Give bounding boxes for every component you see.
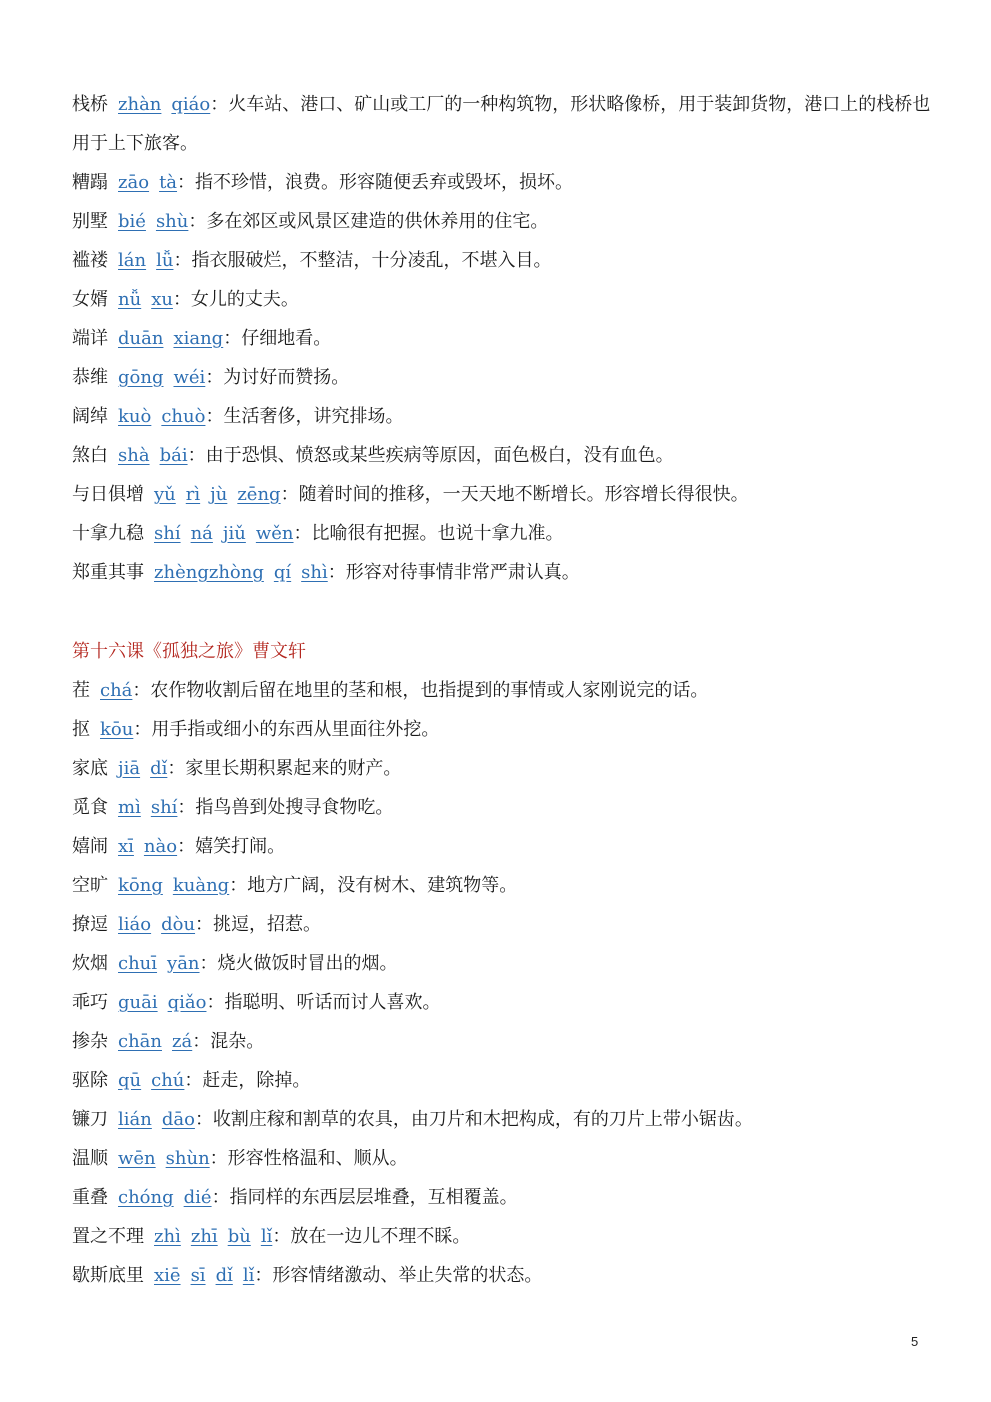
pinyin-syllable: bié <box>118 211 146 232</box>
vocab-entry <box>72 358 932 397</box>
vocab-entry <box>72 202 932 241</box>
vocab-entry <box>72 788 932 827</box>
vocab-entry <box>72 397 932 436</box>
vocab-word: 栈桥 <box>72 94 108 115</box>
pinyin-syllable: qū <box>118 1070 142 1091</box>
pinyin-syllable: lián <box>118 1109 152 1130</box>
vocab-entry <box>72 280 932 319</box>
pinyin-syllable: shùn <box>165 1148 210 1169</box>
lesson-16-section <box>72 632 932 1295</box>
vocab-list-lesson-15 <box>72 85 932 592</box>
pinyin-syllable: xiang <box>173 328 224 349</box>
pinyin-syllable: zá <box>172 1031 193 1052</box>
vocab-definition: ：家里长期积累起来的财产。 <box>167 758 402 779</box>
pinyin-syllable: chuī <box>118 953 158 974</box>
vocab-definition: ：地方广阔，没有树木、建筑物等。 <box>229 875 518 896</box>
pinyin-syllable: chóng <box>118 1187 174 1208</box>
pinyin-syllable: shà <box>118 445 150 466</box>
vocab-word: 歇斯底里 <box>72 1265 144 1286</box>
vocab-word: 温顺 <box>72 1148 108 1169</box>
vocab-word: 郑重其事 <box>72 562 144 583</box>
pinyin-syllable: wéi <box>173 367 206 388</box>
pinyin-syllable: shí <box>154 523 181 544</box>
pinyin-syllable: dāo <box>161 1109 195 1130</box>
vocab-entry <box>72 514 932 553</box>
pinyin-syllable: nǚ <box>118 289 142 310</box>
pinyin-syllable: mì <box>118 797 141 818</box>
vocab-word: 糟蹋 <box>72 172 108 193</box>
vocab-word: 觅食 <box>72 797 108 818</box>
pinyin-syllable: bù <box>227 1226 251 1247</box>
vocab-definition: ：火车站、港口、矿山或工厂的一种构筑物，形状略像桥，用于装卸货物，港口上的栈桥也用于上下旅客。 <box>72 94 931 154</box>
pinyin-syllable: xu <box>151 289 173 310</box>
vocab-definition: ：形容对待事情非常严肃认真。 <box>327 562 580 583</box>
vocab-definition: ：为讨好而赞扬。 <box>205 367 350 388</box>
vocab-word: 茬 <box>72 680 90 701</box>
pinyin-syllable: chuò <box>161 406 206 427</box>
vocab-entry <box>72 553 932 592</box>
vocab-word: 与日俱增 <box>72 484 144 505</box>
vocab-word: 镰刀 <box>72 1109 108 1130</box>
pinyin-syllable: jiǔ <box>222 523 246 544</box>
pinyin-syllable: kuò <box>118 406 152 427</box>
vocab-entry <box>72 1256 932 1295</box>
vocab-definition: ：指鸟兽到处搜寻食物吃。 <box>177 797 394 818</box>
vocab-entry <box>72 944 932 983</box>
vocab-definition: ：烧火做饭时冒出的烟。 <box>199 953 398 974</box>
vocab-definition: ：仔细地看。 <box>223 328 332 349</box>
pinyin-syllable: chá <box>100 680 133 701</box>
pinyin-syllable: zhì <box>154 1226 181 1247</box>
pinyin-syllable: qí <box>273 562 292 583</box>
pinyin-syllable: dié <box>183 1187 212 1208</box>
pinyin-syllable: jù <box>210 484 228 505</box>
pinyin-syllable: dòu <box>161 914 196 935</box>
pinyin-syllable: jiā <box>118 758 141 779</box>
pinyin-syllable: chú <box>151 1070 185 1091</box>
pinyin-syllable: xī <box>118 836 134 857</box>
vocab-word: 置之不理 <box>72 1226 144 1247</box>
vocab-word: 乖巧 <box>72 992 108 1013</box>
vocab-word: 驱除 <box>72 1070 108 1091</box>
pinyin-syllable: sī <box>190 1265 206 1286</box>
pinyin-syllable: wěn <box>255 523 294 544</box>
vocab-definition: ：赶走，除掉。 <box>184 1070 311 1091</box>
vocab-entry <box>72 905 932 944</box>
vocab-entry <box>72 436 932 475</box>
vocab-definition: ：用手指或细小的东西从里面往外挖。 <box>133 719 440 740</box>
vocab-word: 褴褛 <box>72 250 108 271</box>
vocab-entry <box>72 85 932 163</box>
pinyin-syllable: wēn <box>118 1148 156 1169</box>
pinyin-syllable: lǐ <box>260 1226 273 1247</box>
vocab-entry <box>72 1061 932 1100</box>
pinyin-syllable: zhī <box>190 1226 218 1247</box>
pinyin-syllable: chān <box>118 1031 162 1052</box>
page-number: 5 <box>911 1334 919 1349</box>
pinyin-syllable: liáo <box>118 914 152 935</box>
vocab-word: 阔绰 <box>72 406 108 427</box>
vocab-entry <box>72 827 932 866</box>
pinyin-syllable: shì <box>301 562 328 583</box>
vocab-word: 别墅 <box>72 211 108 232</box>
vocab-definition: ：嬉笑打闹。 <box>177 836 286 857</box>
vocab-word: 嬉闹 <box>72 836 108 857</box>
vocab-entry <box>72 710 932 749</box>
vocab-word: 掺杂 <box>72 1031 108 1052</box>
pinyin-syllable: bái <box>159 445 188 466</box>
pinyin-syllable: kōng <box>118 875 163 896</box>
pinyin-syllable: lǐ <box>242 1265 255 1286</box>
vocab-list-lesson-16 <box>72 671 932 1295</box>
pinyin-syllable: yǔ <box>154 484 176 505</box>
vocab-entry <box>72 866 932 905</box>
pinyin-syllable: duān <box>118 328 164 349</box>
vocab-entry <box>72 1178 932 1217</box>
vocab-definition: ：女儿的丈夫。 <box>172 289 299 310</box>
vocab-definition: ：指衣服破烂，不整洁，十分凌乱，不堪入目。 <box>173 250 552 271</box>
vocab-definition: ：多在郊区或风景区建造的供休养用的住宅。 <box>188 211 549 232</box>
pinyin-syllable: ná <box>190 523 213 544</box>
vocab-definition: ：指聪明、听话而讨人喜欢。 <box>206 992 441 1013</box>
vocab-word: 煞白 <box>72 445 108 466</box>
vocab-word: 女婿 <box>72 289 108 310</box>
lesson-heading: 第十六课《孤独之旅》曹文轩 <box>72 641 306 662</box>
pinyin-syllable: lǚ <box>156 250 174 271</box>
vocab-entry <box>72 1217 932 1256</box>
vocab-entry <box>72 1022 932 1061</box>
vocab-entry <box>72 1100 932 1139</box>
pinyin-syllable: zāo <box>118 172 150 193</box>
vocab-word: 空旷 <box>72 875 108 896</box>
vocab-entry <box>72 671 932 710</box>
pinyin-syllable: zhàn <box>118 94 162 115</box>
pinyin-syllable: dǐ <box>150 758 168 779</box>
vocab-definition: ：由于恐惧、愤怒或某些疾病等原因，面色极白，没有血色。 <box>187 445 674 466</box>
vocab-entry <box>72 241 932 280</box>
vocab-entry <box>72 983 932 1022</box>
vocab-word: 炊烟 <box>72 953 108 974</box>
vocab-definition: ：挑逗，招惹。 <box>195 914 322 935</box>
pinyin-syllable: shù <box>155 211 189 232</box>
vocab-word: 家底 <box>72 758 108 779</box>
vocab-definition: ：指不珍惜，浪费。形容随便丢弃或毁坏，损坏。 <box>177 172 574 193</box>
vocab-entry <box>72 475 932 514</box>
pinyin-syllable: kōu <box>100 719 134 740</box>
vocab-word: 端详 <box>72 328 108 349</box>
pinyin-syllable: tà <box>159 172 178 193</box>
pinyin-syllable: dǐ <box>215 1265 233 1286</box>
vocab-definition: ：随着时间的推移，一天天地不断增长。形容增长得很快。 <box>280 484 749 505</box>
pinyin-syllable: nào <box>143 836 178 857</box>
pinyin-syllable: qiǎo <box>167 992 207 1013</box>
pinyin-syllable: guāi <box>118 992 158 1013</box>
pinyin-syllable: xiē <box>154 1265 181 1286</box>
vocab-entry <box>72 163 932 202</box>
vocab-definition: ：形容情绪激动、举止失常的状态。 <box>254 1265 543 1286</box>
pinyin-syllable: rì <box>185 484 201 505</box>
pinyin-syllable: kuàng <box>172 875 230 896</box>
vocab-word: 撩逗 <box>72 914 108 935</box>
vocab-word: 抠 <box>72 719 90 740</box>
vocab-definition: ：指同样的东西层层堆叠，互相覆盖。 <box>211 1187 518 1208</box>
pinyin-syllable: zhèngzhòng <box>154 562 264 583</box>
pinyin-syllable: gōng <box>118 367 164 388</box>
vocab-word: 十拿九稳 <box>72 523 144 544</box>
vocab-definition: ：混杂。 <box>192 1031 265 1052</box>
vocab-word: 恭维 <box>72 367 108 388</box>
vocab-entry <box>72 749 932 788</box>
vocab-entry <box>72 1139 932 1178</box>
vocab-word: 重叠 <box>72 1187 108 1208</box>
vocab-entry <box>72 319 932 358</box>
vocab-definition: ：放在一边儿不理不睬。 <box>272 1226 471 1247</box>
vocab-definition: ：形容性格温和、顺从。 <box>209 1148 408 1169</box>
vocab-definition: ：农作物收割后留在地里的茎和根，也指提到的事情或人家刚说完的话。 <box>132 680 709 701</box>
vocab-definition: ：比喻很有把握。也说十拿九准。 <box>293 523 564 544</box>
pinyin-syllable: lán <box>118 250 147 271</box>
pinyin-syllable: qiáo <box>171 94 211 115</box>
pinyin-syllable: yān <box>167 953 200 974</box>
pinyin-syllable: shí <box>150 797 178 818</box>
vocab-definition: ：收割庄稼和割草的农具，由刀片和木把构成，有的刀片上带小锯齿。 <box>194 1109 753 1130</box>
vocab-definition: ：生活奢侈，讲究排场。 <box>205 406 404 427</box>
pinyin-syllable: zēng <box>237 484 281 505</box>
